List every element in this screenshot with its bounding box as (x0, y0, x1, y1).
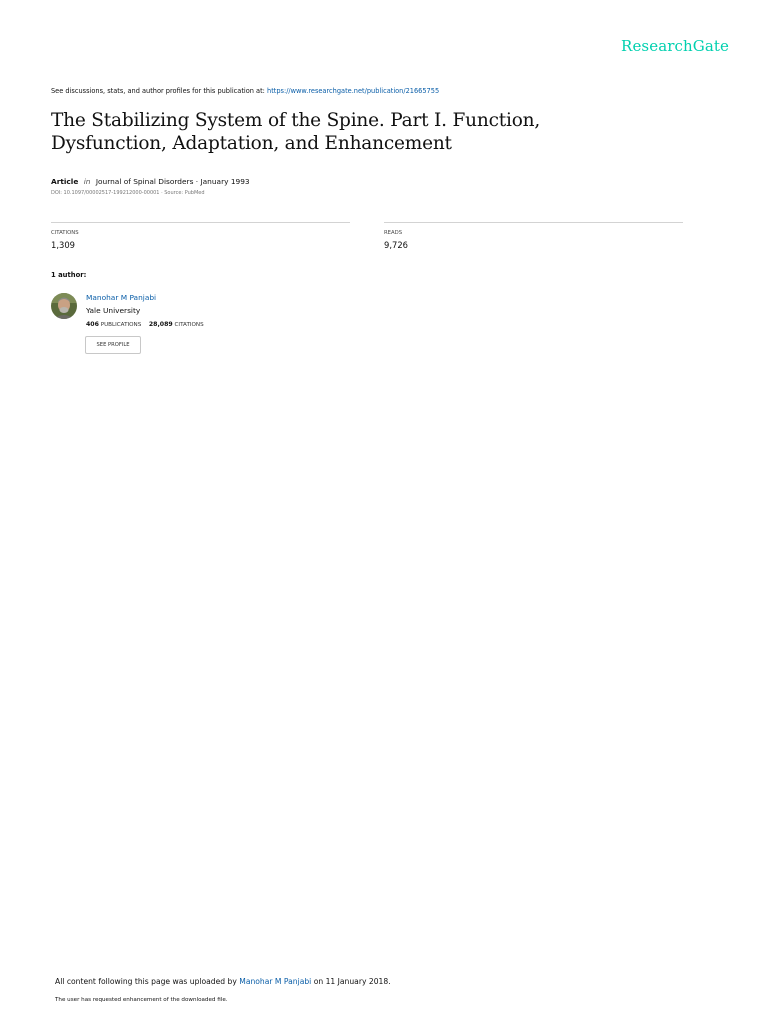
reads-value: 9,726 (384, 240, 408, 250)
paper-title: The Stabilizing System of the Spine. Part I. Function, Dysfunction, Adaptation, and Enhancement (51, 110, 541, 154)
uploader-link[interactable]: Manohar M Panjabi (239, 977, 312, 986)
enhancement-note: The user has requested enhancement of the downloaded file. (55, 997, 228, 1003)
upload-note (55, 977, 391, 986)
author-institution: Yale University (86, 306, 141, 315)
author-citations-count: 28,089 (148, 321, 173, 328)
author-stats (86, 321, 204, 328)
reads-label: READS (384, 230, 403, 236)
author-avatar[interactable] (51, 293, 77, 319)
publication-link[interactable]: https://www.researchgate.net/publication/21665755 (267, 87, 440, 95)
authors-heading: 1 author: (51, 271, 87, 279)
see-discussions-line (51, 87, 439, 95)
citations-label: CITATIONS (51, 230, 79, 236)
article-type: Article (51, 177, 79, 186)
upload-prefix: All content following this page was uploaded by (55, 977, 237, 986)
citations-divider (51, 222, 350, 223)
see-discussions-text: See discussions, stats, and author profiles for this publication at: (51, 87, 265, 95)
paper-meta (51, 177, 250, 186)
researchgate-logo[interactable]: ResearchGate (621, 37, 729, 55)
in-label: in (83, 177, 91, 186)
author-citations-label: CITATIONS (174, 322, 204, 328)
doi-line: DOI: 10.1097/00002517-199212000-00001 · Source: PubMed (51, 190, 205, 196)
publications-label: PUBLICATIONS (100, 322, 142, 328)
publications-count: 406 (86, 321, 99, 328)
citations-value: 1,309 (51, 240, 75, 250)
journal-name: Journal of Spinal Disorders · January 1993 (95, 177, 250, 186)
author-name-link[interactable]: Manohar M Panjabi (86, 293, 157, 302)
author-photo-icon (51, 293, 77, 319)
upload-suffix: on 11 January 2018. (313, 977, 391, 986)
reads-divider (384, 222, 683, 223)
see-profile-button[interactable]: SEE PROFILE (85, 336, 141, 354)
